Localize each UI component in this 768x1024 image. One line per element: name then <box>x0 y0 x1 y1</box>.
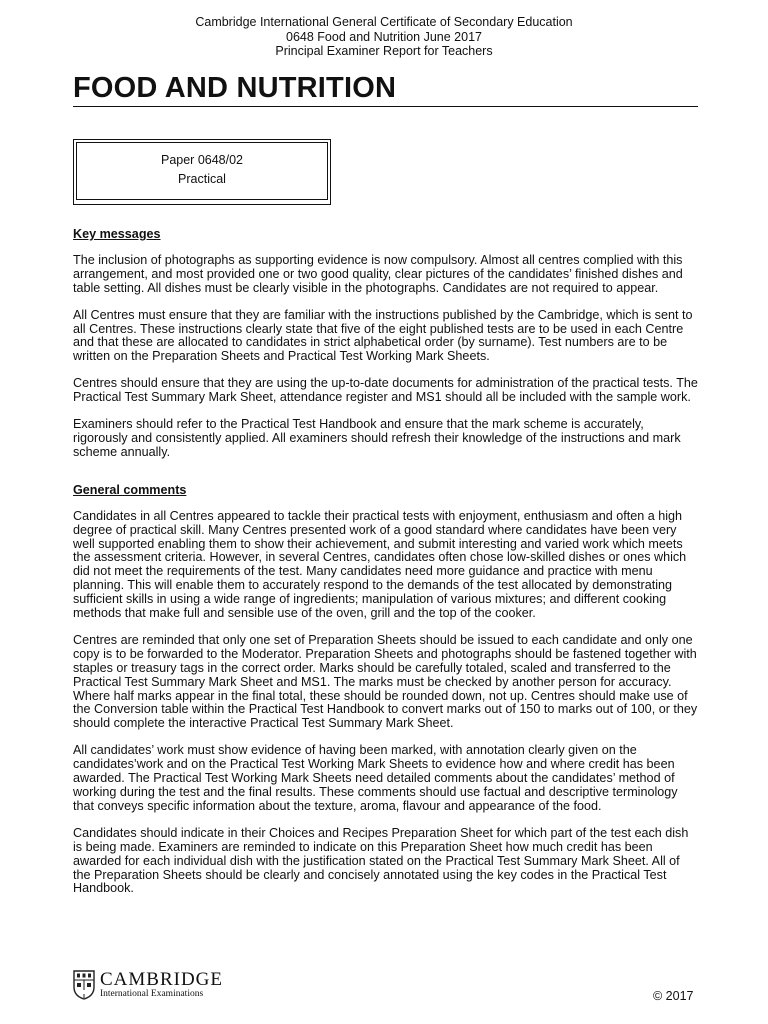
report-body <box>73 228 698 909</box>
header-line-qualification: Cambridge International General Certificate of Secondary Education <box>195 15 573 29</box>
key-messages-paragraph: The inclusion of photographs as supporting evidence is now compulsory. Almost all centres complied with this arrangement, and most provided one or two good quality, clear pictures of the candidates’ finished dishes and table setting. All dishes must be clearly visible in the photographs. Candidates are not required to appear. <box>73 252 683 295</box>
header-line-report-type: Principal Examiner Report for Teachers <box>275 44 493 58</box>
cambridge-logo <box>73 970 223 1000</box>
logo-subtitle: International Examinations <box>100 989 204 999</box>
key-messages-heading: Key messages <box>73 227 161 241</box>
general-comments-paragraph: Centres are reminded that only one set of Preparation Sheets should be issued to each candidate and only one copy is to be forwarded to the Moderator. Preparation Sheets and photographs should be fastened together with staples or treasury tags in the correct order. Marks should be carefully totaled, scaled and transferred to the Practical Test Summary Mark Sheet and MS1. The marks must be checked by another person for accuracy. Where half marks appear in the final total, these should be rounded down, not up. Centres should make use of the Conversion table within the Practical Test Handbook to convert marks out of 150 to marks out of 100, or they should complete the interactive Practical Test Summary Mark Sheet. <box>73 632 698 731</box>
general-comments-paragraph: Candidates should indicate in their Choices and Recipes Preparation Sheet for which part of the test each dish is being made. Examiners are reminded to indicate on this Preparation Sheet how much credit has been awarded for each individual dish with the justification stated on the Practical Test Summary Mark Sheet. All of the Preparation Sheets should be clearly and concisely annotated using the key codes in the Practical Test Handbook. <box>73 825 689 896</box>
key-messages-paragraph: Centres should ensure that they are using the up-to-date documents for administration of the practical tests. The Practical Test Summary Mark Sheet, attendance register and MS1 should all be included with the sample work. <box>73 376 698 405</box>
paper-code: Paper 0648/02 <box>160 153 243 167</box>
key-messages-paragraph: All Centres must ensure that they are familiar with the instructions published by the Cambridge, which is sent to all Centres. These instructions clearly state that five of the eight published tests are to be used in each Centre and that these are allocated to candidates in strict alphabetical order (by surname). Test numbers are to be written on the Preparation Sheets and Practical Test Working Mark Sheets. <box>73 307 693 364</box>
general-comments-paragraph: Candidates in all Centres appeared to tackle their practical tests with enjoyment, enthusiasm and often a high degree of practical skill. Many Centres presented work of a good standard where candidates have been very well supported enabling them to show their achievement, and submit interesting and varied work which meets the assessment criteria. However, in several Centres, candidates often chose low-skilled dishes or ones which did not meet the requirements of the test. Many candidates need more guidance and practice with menu planning. This will enable them to accurately respond to the demands of the test allocated by demonstrating sufficient skills in using a wide range of ingredients; manipulation of various mixtures; and different cooking methods that make full and sensible use of the oven, grill and the top of the cooker. <box>73 508 687 621</box>
key-messages-paragraph: Examiners should refer to the Practical Test Handbook and ensure that the mark scheme is accurately, rigorously and consistently applied. All examiners should refresh their knowledge of the instructions and mark scheme annually. <box>73 417 681 459</box>
page-header <box>0 15 768 59</box>
paper-component: Practical <box>178 172 226 186</box>
title-divider <box>73 106 698 107</box>
general-comments-paragraph: All candidates’ work must show evidence of having been marked, with annotation clearly given on the candidates’work and on the Practical Test Working Mark Sheets to evidence how and where credit has been awarded. The Practical Test Working Mark Sheets need detailed comments about the candidates’ method of working during the test and the final results. These comments should use factual and descriptive terminology that conveys specific information about the texture, aroma, flavour and appearance of the food. <box>73 743 678 813</box>
cambridge-crest-icon <box>73 970 95 1000</box>
paper-info-box-inner <box>76 142 328 200</box>
general-comments-heading: General comments <box>73 482 187 497</box>
page-title: FOOD AND NUTRITION <box>73 72 397 104</box>
paper-info-box <box>73 139 331 205</box>
logo-wordmark: CAMBRIDGE <box>100 969 224 990</box>
header-line-syllabus: 0648 Food and Nutrition June 2017 <box>286 29 482 44</box>
copyright-notice: © 2017 <box>653 989 694 1003</box>
